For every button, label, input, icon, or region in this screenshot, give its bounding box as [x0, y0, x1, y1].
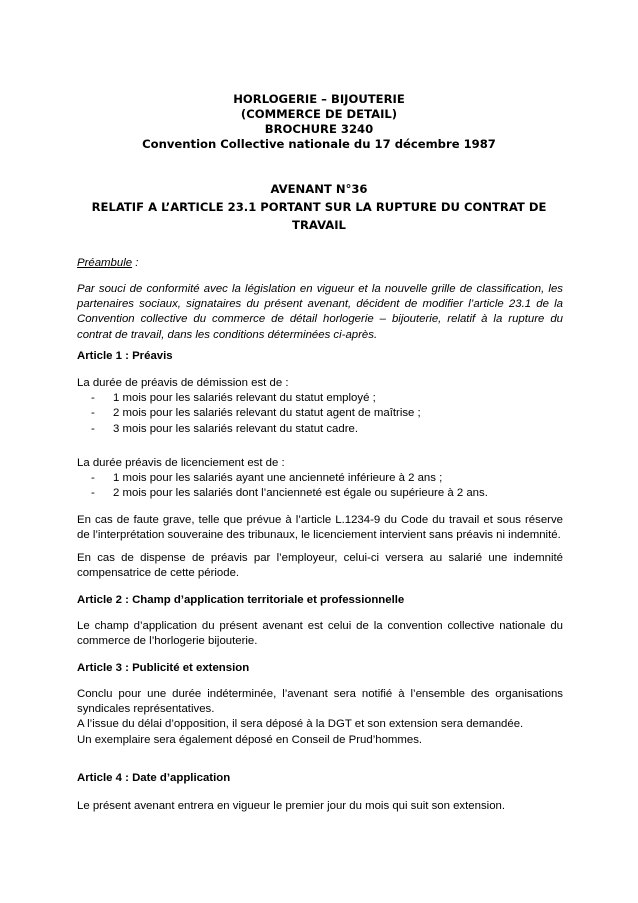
licenciement-list	[77, 471, 563, 501]
avenant-heading	[0, 182, 638, 233]
preambule-heading	[77, 256, 563, 271]
list-item: - 2 mois pour les salariés relevant du statut agent de maîtrise ;	[77, 406, 563, 421]
list-item: - 3 mois pour les salariés relevant du statut cadre.	[77, 422, 563, 437]
article1-demission	[77, 376, 563, 437]
list-item: - 2 mois pour les salariés dont l’ancienneté est égale ou supérieure à 2 ans.	[77, 486, 563, 501]
avenant-subject-line1: RELATIF A L’ARTICLE 23.1 PORTANT SUR LA RUPTURE DU CONTRAT DE	[91, 200, 547, 214]
article4-title: Article 4 : Date d’application	[77, 772, 231, 784]
preambule-text: Par souci de conformité avec la législation en vigueur et la nouvelle grille de classification, les partenaires sociaux, signataires du présent avenant, décident de modifier l’article 23.1 de la Convention collective du commerce de détail horlogerie – bijouterie, relatif à la rupture du contrat de travail, dans les conditions déterminées ci-après.	[77, 283, 563, 341]
article3-text-deposit: A l’issue du délai d’opposition, il sera déposé à la DGT et son extension sera demandée.	[77, 718, 524, 731]
document-header	[0, 92, 638, 152]
article2-title: Article 2 : Champ d’application territoriale et professionnelle	[77, 594, 405, 606]
article3-title: Article 3 : Publicité et extension	[77, 662, 250, 674]
article2-text: Le champ d’application du présent avenant est celui de la convention collective nationale du commerce de l’horlogerie bijouterie.	[77, 620, 563, 648]
header-sector-detail: (COMMERCE DE DETAIL)	[240, 107, 398, 121]
demission-intro: La durée de préavis de démission est de :	[77, 377, 289, 389]
article3-text-prudhommes: Un exemplaire sera également déposé en Conseil de Prud’hommes.	[77, 733, 423, 746]
avenant-subject-line2: TRAVAIL	[292, 218, 346, 232]
article4-text: Le présent avenant entrera en vigueur le premier jour du mois qui suit son extension.	[77, 800, 506, 812]
avenant-number: AVENANT N°36	[270, 182, 368, 196]
article1-title: Article 1 : Préavis	[77, 350, 173, 362]
header-sector: HORLOGERIE – BIJOUTERIE	[233, 92, 405, 106]
header-brochure: BROCHURE 3240	[264, 122, 374, 136]
article3-text-notification: Conclu pour une durée indéterminée, l’avenant sera notifié à l’ensemble des organisations syndicales représentatives.	[77, 688, 563, 716]
licenciement-intro: La durée préavis de licenciement est de :	[77, 457, 285, 469]
list-item: - 1 mois pour les salariés ayant une ancienneté inférieure à 2 ans ;	[77, 471, 563, 486]
article1-licenciement	[77, 456, 563, 502]
list-item: - 1 mois pour les salariés relevant du statut employé ;	[77, 391, 563, 406]
faute-grave-text: En cas de faute grave, telle que prévue à l’article L.1234-9 du Code du travail et sous réserve de l’interprétation souveraine des tribunaux, le licenciement intervient sans préavis ni indemnité.	[77, 514, 563, 542]
preambule-title: Préambule	[77, 257, 133, 269]
header-convention: Convention Collective nationale du 17 décembre 1987	[142, 137, 496, 151]
preambule-colon: :	[132, 257, 139, 269]
article3-body	[77, 687, 563, 748]
dispense-text: En cas de dispense de préavis par l’employeur, celui-ci versera au salarié une indemnité compensatrice de cette période.	[77, 552, 563, 580]
demission-list	[77, 391, 563, 437]
